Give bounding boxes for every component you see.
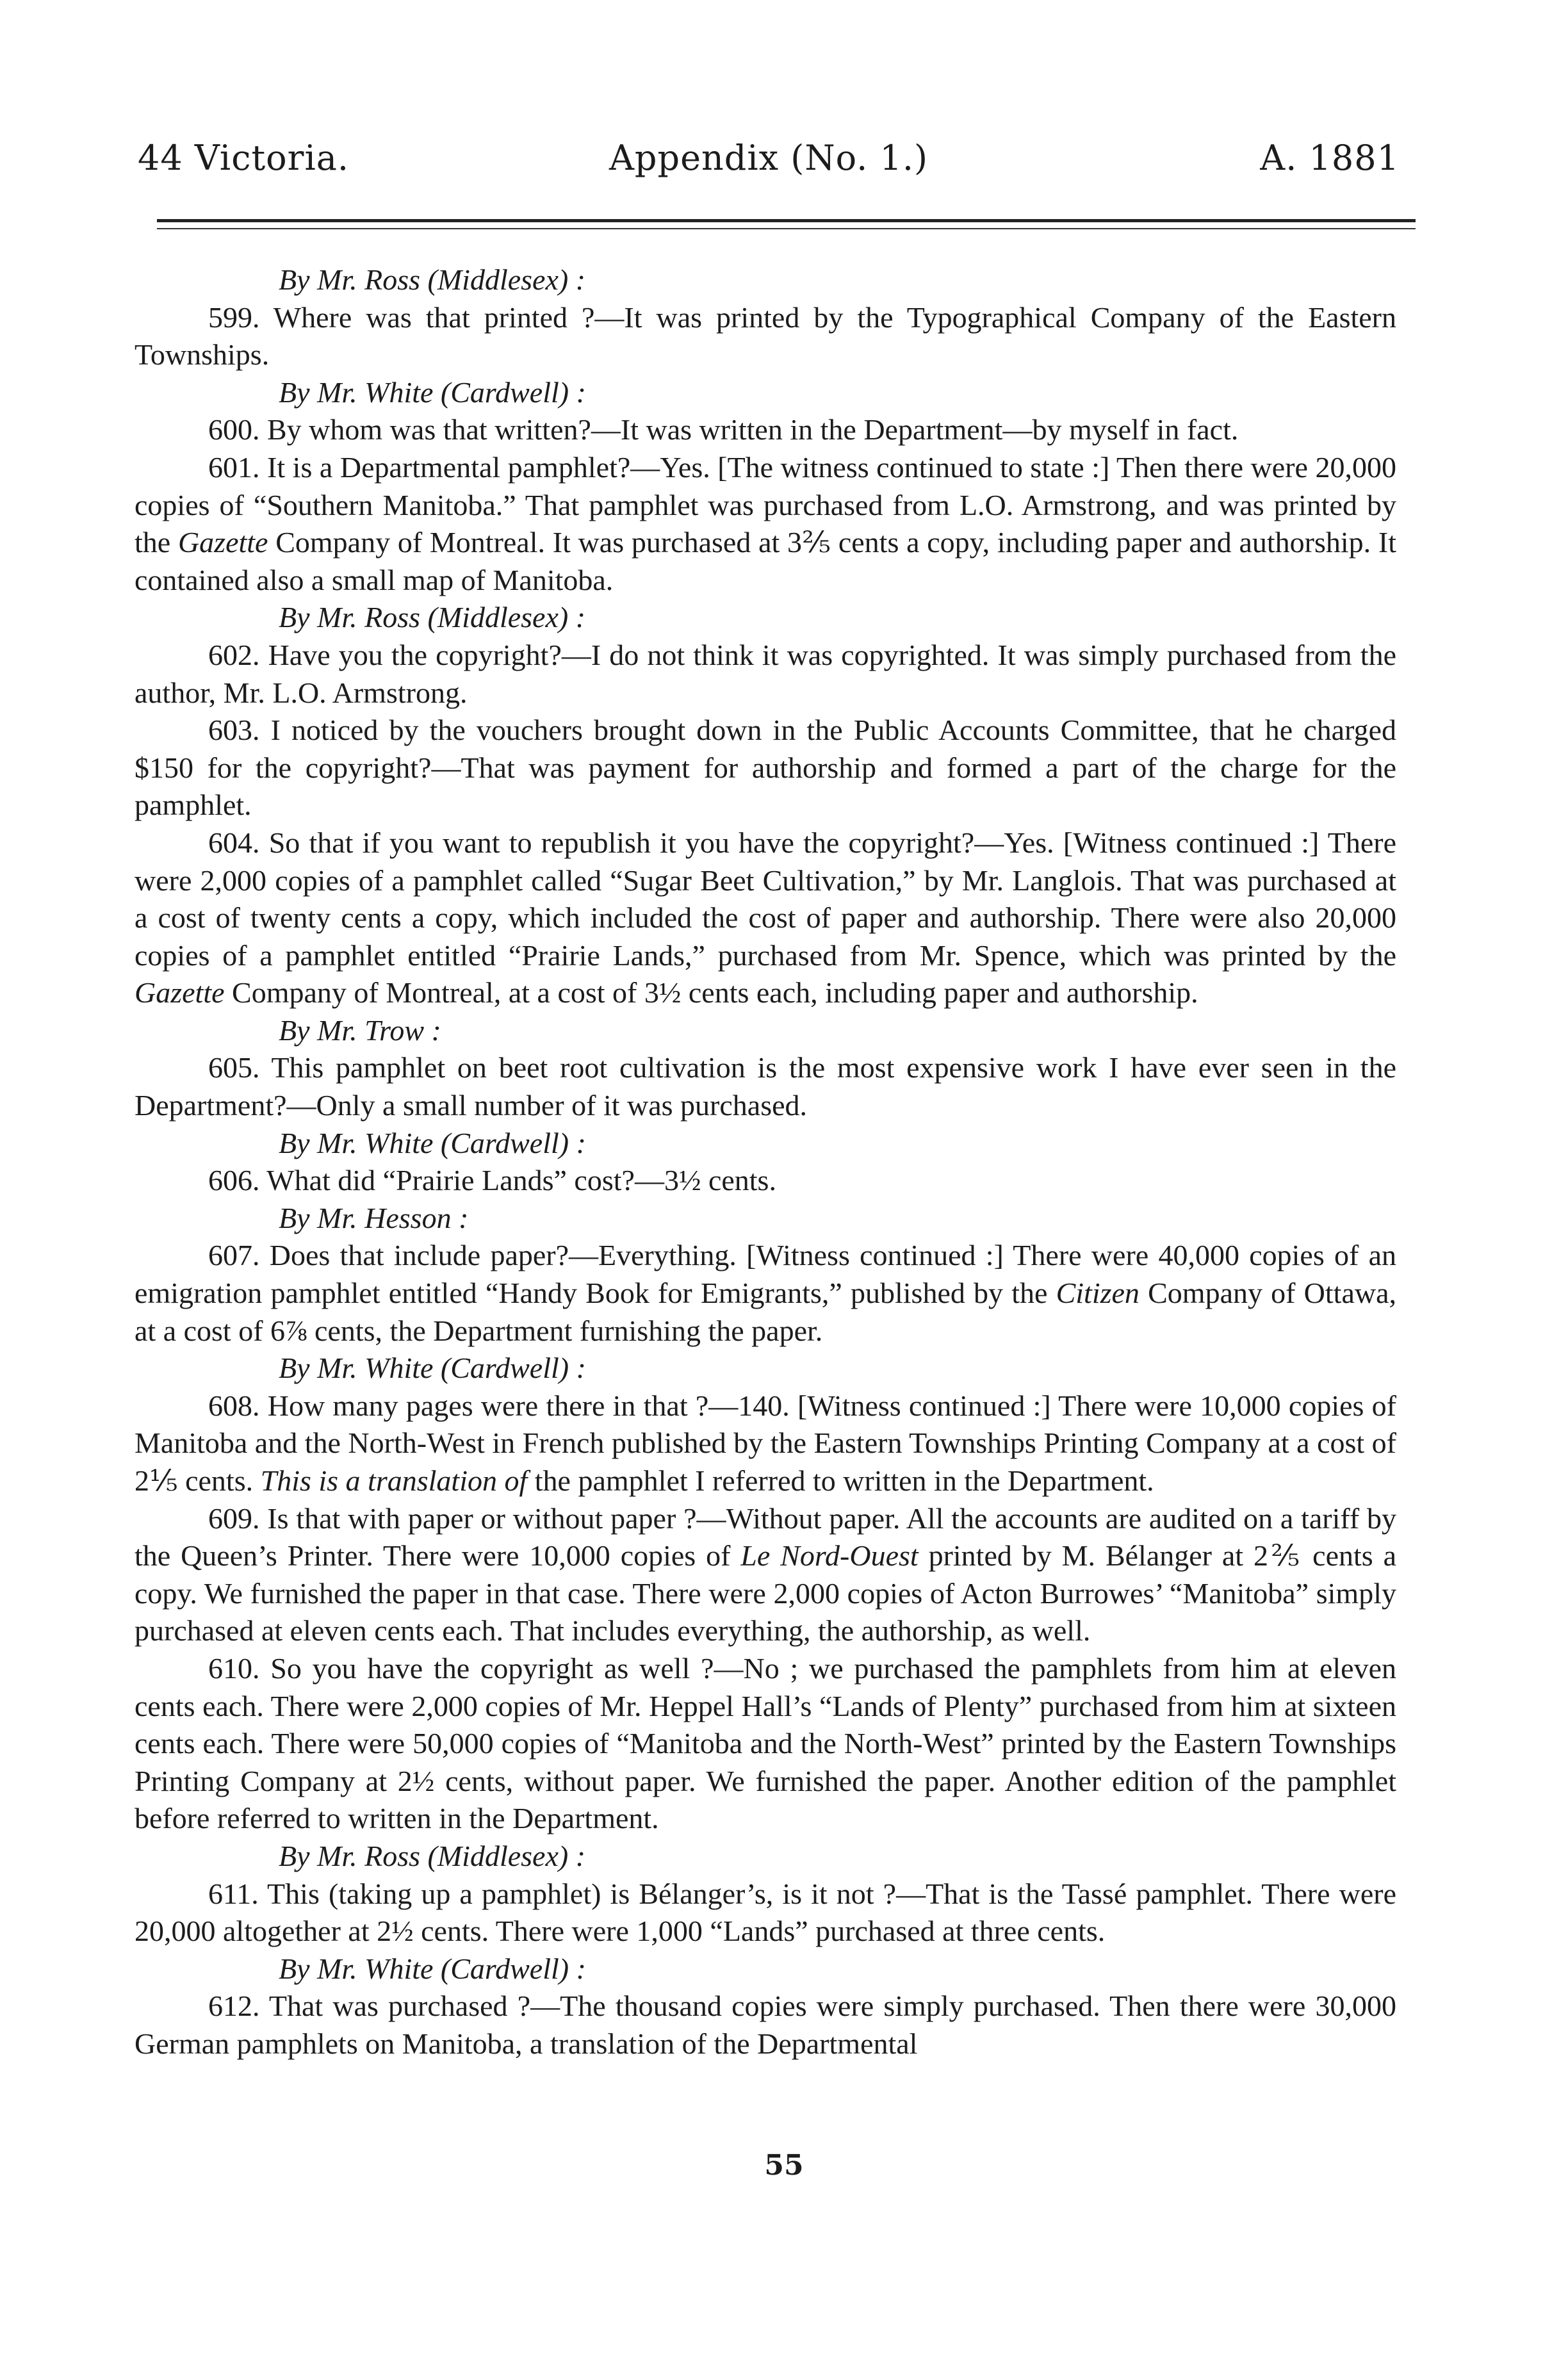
speaker-line: By Mr. White (Cardwell) :	[279, 1952, 586, 1985]
question-paragraph: 602. Have you the copyright?—I do not think it was copyrighted. It was simply purchased from the author, Mr. L.O. Armstrong.	[135, 638, 1396, 709]
speaker-line: By Mr. Ross (Middlesex) :	[279, 263, 586, 296]
question-paragraph: 609. Is that with paper or without paper ?—Without paper. All the accounts are audited on a tariff by the Queen’s Printer. There were 10,000 copies of Le Nord-Ouest printed by M. Bélanger at 2⅖ cents a copy. We furnished the paper in that case. There were 2,000 copies of Acton Burrowes’ “Manitoba” simply purchased at eleven cents each. That includes everything, the authorship, as well.	[135, 1501, 1396, 1647]
speaker-line: By Mr. Ross (Middlesex) :	[279, 601, 586, 634]
question-paragraph: 603. I noticed by the vouchers brought down in the Public Accounts Committee, that he charged $150 for the copyright?—That was payment for authorship and formed a part of the charge for the pamphlet.	[135, 714, 1396, 822]
question-paragraph: 608. How many pages were there in that ?—140. [Witness continued :] There were 10,000 copies of Manitoba and the North-West in French published by the Eastern Townships Printing Company at a cost of 2⅕ cents. This is a translation of the pamphlet I referred to written in the Department.	[135, 1389, 1396, 1497]
question-paragraph: 600. By whom was that written?—It was written in the Department—by myself in fact.	[208, 413, 1239, 446]
testimony-body	[135, 261, 1396, 2063]
header-rule-thick	[157, 219, 1416, 222]
speaker-line: By Mr. Ross (Middlesex) :	[279, 1839, 586, 1872]
question-paragraph: 604. So that if you want to republish it you have the copyright?—Yes. [Witness continued :] There were 2,000 copies of a pamphlet called “Sugar Beet Cultivation,” by Mr. Langlois. That was purchased at a cost of twenty cents a copy, which included the cost of paper and authorship. There were also 20,000 copies of a pamphlet entitled “Prairie Lands,” purchased from Mr. Spence, which was printed by the Gazette Company of Montreal, at a cost of 3½ cents each, including paper and authorship.	[135, 826, 1396, 1009]
header-session: 44 Victoria.	[138, 138, 350, 178]
header-appendix: Appendix (No. 1.)	[608, 138, 929, 178]
header-year: A. 1881	[1260, 138, 1400, 178]
question-paragraph: 599. Where was that printed ?—It was printed by the Typographical Company of the Eastern Townships.	[135, 300, 1396, 372]
header-rule-thin	[157, 228, 1416, 229]
running-header	[138, 138, 1400, 189]
question-paragraph: 605. This pamphlet on beet root cultivation is the most expensive work I have ever seen in the Department?—Only a small number of it was purchased.	[135, 1051, 1396, 1122]
question-paragraph: 610. So you have the copyright as well ?—No ; we purchased the pamphlets from him at eleven cents each. There were 2,000 copies of Mr. Heppel Hall’s “Lands of Plenty” purchased from him at sixteen cents each. There were 50,000 copies of “Manitoba and the North-West” printed by the Eastern Townships Printing Company at 2½ cents, without paper. We furnished the paper. Another edition of the pamphlet before referred to written in the Department.	[135, 1651, 1396, 1835]
question-paragraph: 611. This (taking up a pamphlet) is Bélanger’s, is it not ?—That is the Tassé pamphlet. There were 20,000 altogether at 2½ cents. There were 1,000 “Lands” purchased at three cents.	[135, 1877, 1396, 1948]
speaker-line: By Mr. Hesson :	[279, 1201, 469, 1234]
question-paragraph: 606. What did “Prairie Lands” cost?—3½ cents.	[208, 1164, 776, 1197]
page-number: 55	[764, 2149, 804, 2182]
question-paragraph: 612. That was purchased ?—The thousand copies were simply purchased. Then there were 30,000 German pamphlets on Manitoba, a translation of the Departmental	[135, 1989, 1396, 2060]
speaker-line: By Mr. White (Cardwell) :	[279, 375, 586, 409]
speaker-line: By Mr. White (Cardwell) :	[279, 1126, 586, 1159]
question-paragraph: 601. It is a Departmental pamphlet?—Yes. [The witness continued to state :] Then there were 20,000 copies of “Southern Manitoba.” That pamphlet was purchased from L.O. Armstrong, and was printed by the Gazette Company of Montreal. It was purchased at 3⅖ cents a copy, including paper and authorship. It contained also a small map of Manitoba.	[135, 450, 1397, 596]
question-paragraph: 607. Does that include paper?—Everything. [Witness continued :] There were 40,000 copies of an emigration pamphlet entitled “Handy Book for Emigrants,” published by the Citizen Company of Ottawa, at a cost of 6⅞ cents, the Department furnishing the paper.	[135, 1239, 1396, 1347]
speaker-line: By Mr. Trow :	[279, 1013, 441, 1047]
speaker-line: By Mr. White (Cardwell) :	[279, 1352, 586, 1385]
